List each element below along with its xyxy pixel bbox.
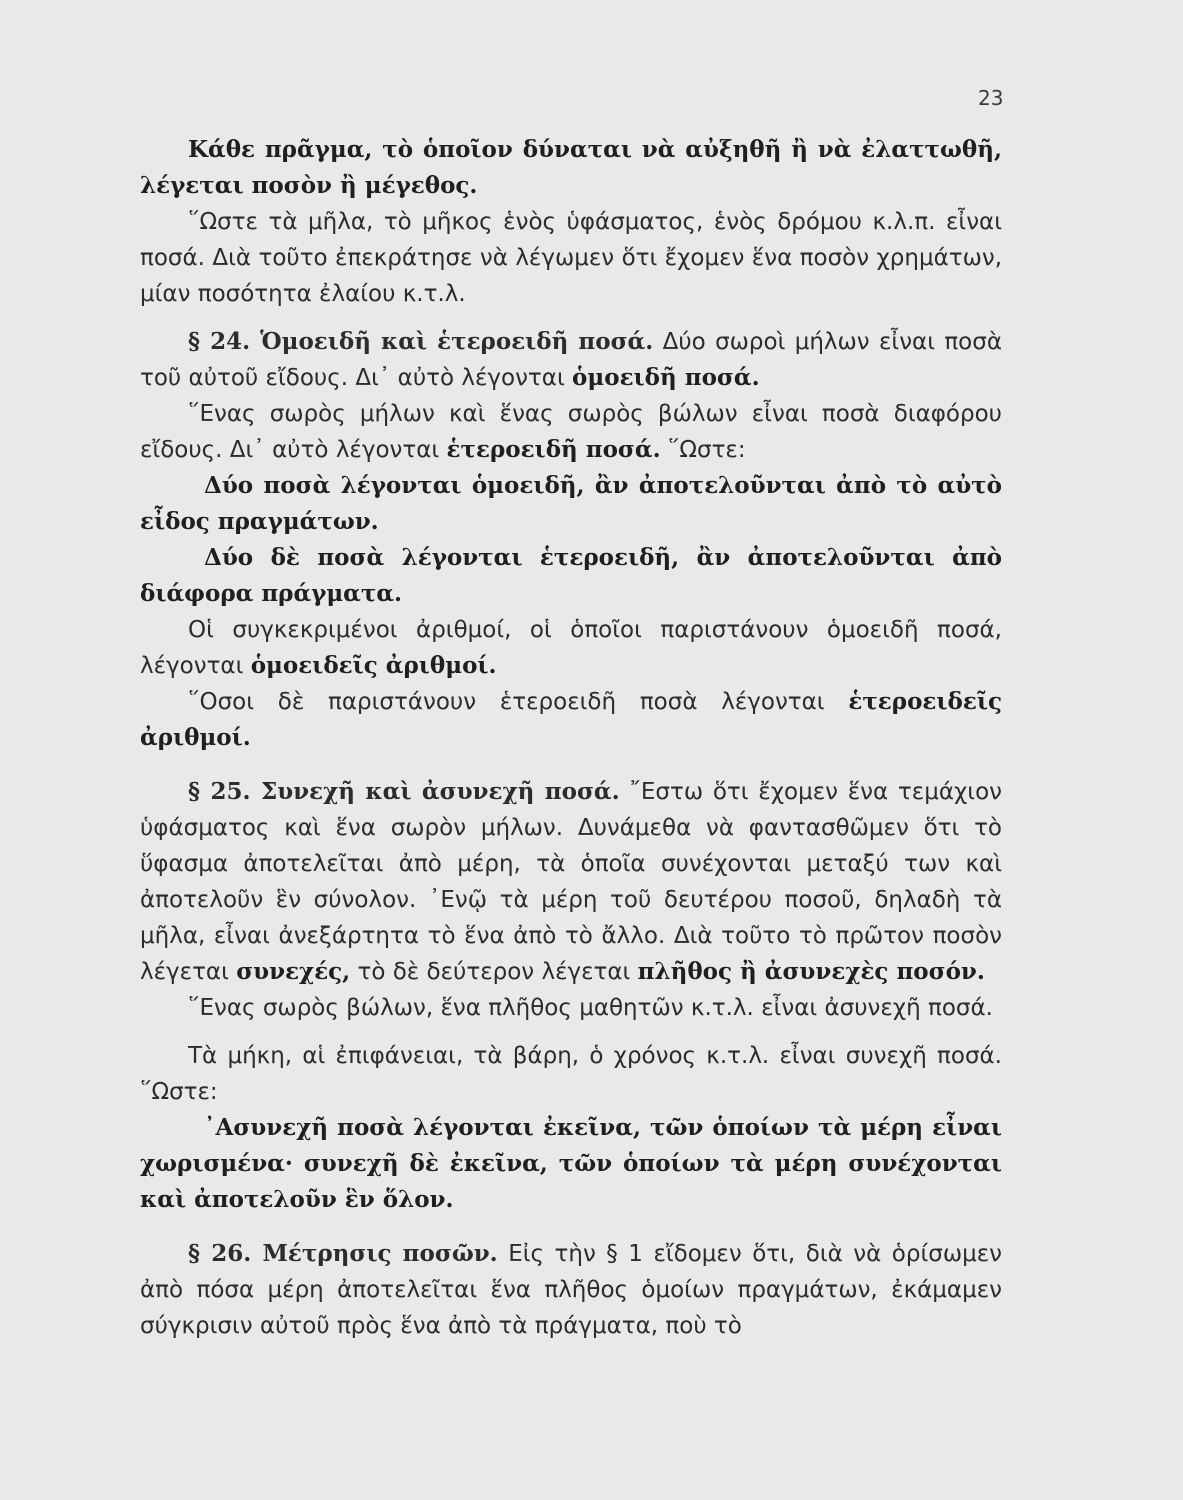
- term-discrete: πλῆθος ἢ ἀσυνεχὲς ποσόν.: [637, 958, 985, 985]
- section-24-heading: § 24. Ὁμοειδῆ καὶ ἑτεροειδῆ ποσά.: [188, 328, 654, 355]
- definition-heterogeneous: Δύο δὲ ποσὰ λέγονται ἑτεροειδῆ, ἂν ἀποτελοῦνται ἀπὸ διάφορα πράγματα.: [140, 544, 1002, 607]
- section-26: [140, 1236, 1002, 1344]
- term-continuous: συνεχές,: [236, 958, 351, 985]
- paragraph-examples: ῞Ωστε τὰ μῆλα, τὸ μῆκος ἑνὸς ὑφάσματος, ἑνὸς δρόμου κ.λ.π. εἶναι ποσά. Διὰ τοῦτο ἐπεκράτησε νὰ λέγωμεν ὅτι ἔχομεν ἕνα ποσὸν χρημάτων, μίαν ποσότητα ἐλαίου κ.τ.λ.: [140, 209, 1002, 307]
- section-24-text: Δύο σωροὶ μήλων εἶναι ποσὰ τοῦ αὐτοῦ εἴδους. Δι᾽ αὐτὸ λέγονται: [140, 329, 1002, 391]
- section-25-text-2: τὸ δὲ δεύτερον λέγεται: [350, 959, 638, 985]
- definition-homogeneous: Δύο ποσὰ λέγονται ὁμοειδῆ, ἂν ἀποτελοῦνται ἀπὸ τὸ αὐτὸ εἶδος πραγμάτων.: [140, 472, 1002, 535]
- section-25: [140, 774, 1002, 990]
- heterogeneous-text: ῞Ενας σωρὸς μήλων καὶ ἕνας σωρὸς βώλων εἶναι ποσὰ διαφόρου εἴδους. Δι᾽ αὐτὸ λέγονται: [140, 401, 1002, 463]
- section-26-heading: § 26. Μέτρησις ποσῶν.: [188, 1240, 498, 1267]
- section-25-text: ῎Εστω ὅτι ἔχομεν ἕνα τεμάχιον ὑφάσματος καὶ ἕνα σωρὸν μήλων. Δυνάμεθα νὰ φαντασθῶμεν ὅτι τὸ ὕφασμα ἀποτελεῖται ἀπὸ μέρη, τὰ ὁποῖα συνέχονται μεταξύ των καὶ ἀποτελοῦν ἓν σύνολον. ᾿Ενῷ τὰ μέρη τοῦ δευτέρου ποσοῦ, δηλαδὴ τὰ μῆλα, εἶναι ἀνεξάρτητα τὸ ἕνα ἀπὸ τὸ ἄλλο. Διὰ τοῦτο τὸ πρῶτον ποσὸν λέγεται: [140, 779, 1002, 985]
- term-homogeneous: ὁμοειδῆ ποσά.: [572, 364, 760, 391]
- paragraph-homogeneous-numbers: [140, 612, 1002, 684]
- term-homogeneous-numbers: ὁμοειδεῖς ἀριθμοί.: [250, 652, 497, 679]
- heterogeneous-text-end: ῞Ωστε:: [660, 437, 746, 463]
- page-body: [140, 132, 1002, 1344]
- homogeneous-numbers-text: Οἱ συγκεκριμένοι ἀριθμοί, οἱ ὁποῖοι παριστάνουν ὁμοειδῆ ποσά, λέγονται: [140, 617, 1002, 679]
- section-24: [140, 324, 1002, 396]
- paragraph-continuous-examples: Τὰ μήκη, αἱ ἐπιφάνειαι, τὰ βάρη, ὁ χρόνος κ.τ.λ. εἶναι συνεχῆ ποσά. ῞Ωστε:: [140, 1043, 1002, 1105]
- term-heterogeneous-numbers: ἑτεροειδεῖς ἀριθμοί.: [140, 688, 1002, 751]
- paragraph-discrete-examples: ῞Ενας σωρὸς βώλων, ἕνα πλῆθος μαθητῶν κ.τ.λ. εἶναι ἀσυνεχῆ ποσά.: [188, 995, 993, 1021]
- term-heterogeneous: ἑτεροειδῆ ποσά.: [446, 436, 661, 463]
- paragraph-heterogeneous-numbers: [140, 684, 1002, 756]
- section-26-text: Εἰς τὴν § 1 εἴδομεν ὅτι, διὰ νὰ ὁρίσωμεν ἀπὸ πόσα μέρη ἀποτελεῖται ἕνα πλῆθος ὁμοίων πραγμάτων, ἐκάμαμεν σύγκρισιν αὐτοῦ πρὸς ἕνα ἀπὸ τὰ πράγματα, ποὺ τὸ: [140, 1241, 1002, 1339]
- definition-quantity: Κάθε πρᾶγμα, τὸ ὁποῖον δύναται νὰ αὐξηθῆ ἢ νὰ ἐλαττωθῆ, λέγεται ποσὸν ἢ μέγεθος.: [140, 136, 1002, 199]
- paragraph-heterogeneous: [140, 396, 1002, 468]
- definition-discrete-continuous: ᾿Ασυνεχῆ ποσὰ λέγονται ἐκεῖνα, τῶν ὁποίων τὰ μέρη εἶναι χωρισμένα· συνεχῆ δὲ ἐκεῖνα, τῶν ὁποίων τὰ μέρη συνέχονται καὶ ἀποτελοῦν ἓν ὅλον.: [140, 1114, 1002, 1213]
- heterogeneous-numbers-text: ῞Οσοι δὲ παριστάνουν ἑτεροειδῆ ποσὰ λέγονται: [188, 689, 849, 715]
- page-number: 23: [978, 86, 1004, 110]
- section-25-heading: § 25. Συνεχῆ καὶ ἀσυνεχῆ ποσά.: [188, 778, 620, 805]
